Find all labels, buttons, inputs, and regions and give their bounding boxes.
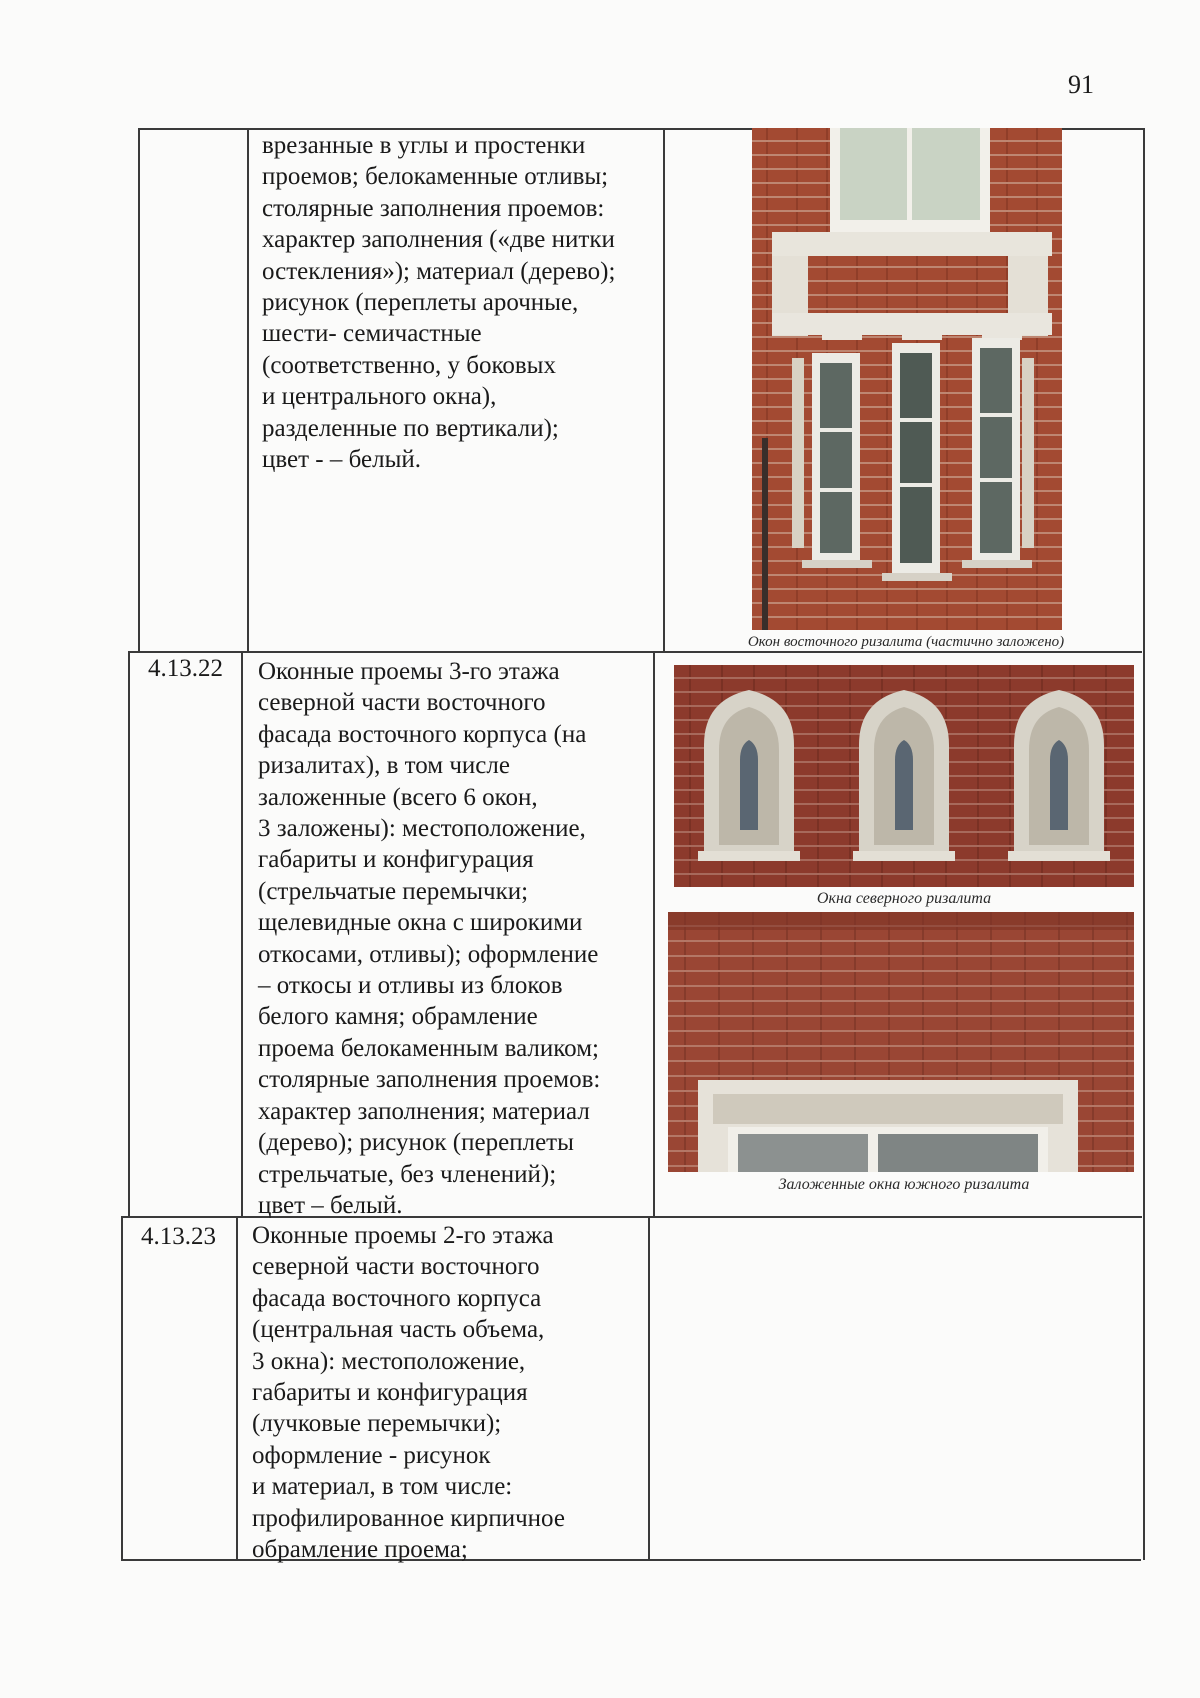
column-divider: [236, 1216, 238, 1560]
table-left-border: [128, 651, 130, 1217]
photo-caption: Окон восточного ризалита (частично заложено): [747, 634, 1065, 650]
column-divider: [663, 128, 665, 652]
column-divider: [653, 651, 655, 1217]
table-left-border: [121, 1216, 123, 1560]
arch-window: [1008, 690, 1110, 861]
photo-caption: Окна северного ризалита: [816, 890, 992, 907]
photo-east-risalit-windows: [752, 128, 1062, 630]
table-left-border: [138, 128, 140, 652]
column-divider: [241, 651, 243, 1217]
row-2-description: Оконные проемы 3-го этажа северной части восточного фасада восточного корпуса (на ризалитах), в том числе заложенные (всего 6 окон, 3 заложены): местоположение, габариты и конфигурация (стрельчатые перемычки; щелевидные окна с широкими откосами, отливы); оформление – откосы и отливы из блоков белого камня; обрамление проема белокаменным валиком; столярные заполнения проемов: характер заполнения; материал (дерево); рисунок (переплеты стрельчатые, без членений); цвет – белый.: [258, 658, 601, 1219]
photo-south-risalit-windows: [668, 912, 1134, 1172]
column-divider: [648, 1216, 650, 1560]
arch-window: [853, 690, 955, 861]
table-right-border: [1143, 128, 1145, 1560]
row-3-number: 4.13.23: [141, 1223, 216, 1250]
column-divider: [247, 128, 249, 652]
page-number: 91: [1068, 70, 1094, 99]
row-3-description: Оконные проемы 2-го этажа северной части восточного фасада восточного корпуса (центральная часть объема, 3 окна): местоположение, габариты и конфигурация (лучковые перемычки); оформление - рисунок и материал, в том числе: профилированное кирпичное обрамление проема;: [252, 1222, 565, 1564]
row-divider: [128, 651, 1142, 653]
row-2-number: 4.13.22: [148, 655, 223, 682]
row-1-description: врезанные в углы и простенки проемов; белокаменные отливы; столярные заполнения проемов: характер заполнения («две нитки остекления»); материал (дерево); рисунок (переплеты арочные, шести- семичастные (соответственно, у боковых и центрального окна), разделенные по вертикали); цвет - – белый.: [262, 132, 616, 474]
photo-north-risalit-windows: [674, 665, 1134, 887]
photo-caption: Заложенные окна южного ризалита: [778, 1176, 1030, 1193]
arch-window: [698, 690, 800, 861]
